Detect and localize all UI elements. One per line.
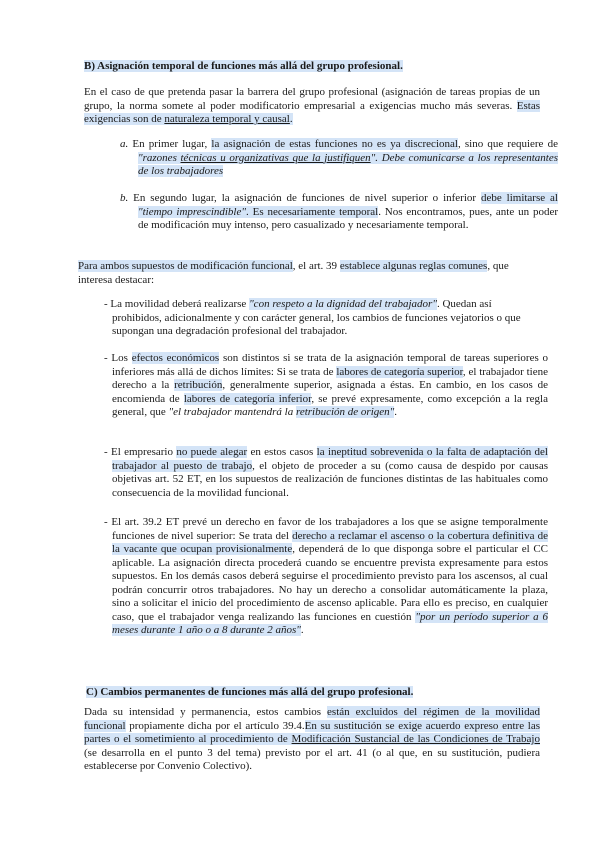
bullet-promotion-right: - El art. 39.2 ET prevé un derecho en favor de los trabajadores a los que se asigne temporalmente funciones de nivel superior: Se trata del derecho a reclamar el ascenso o la cobertura definitiva de la vacante que ocupan provisionalmente, dependerá de lo que disponga sobre el particular el CC aplicable. La asignación directa procederá cuando se encuentre prevista expresamente para estos supuestos. En los demás casos deberá seguirse el procedimiento previsto para los ascensos, al cual podrán concurrir otros trabajadores. No hay un derecho a consolidar automáticamente la plaza, sino a solicitar el inicio del procedimiento de ascenso aplicable. Para ello es preciso, en cualquier caso, que el trabajador venga realizando las funciones en cuestión "por un período superior a 6 meses durante 1 año o a 8 durante 2 años". [104,516,548,636]
section-b-intro: En el caso de que pretenda pasar la barrera del grupo profesional (asignación de tareas propias de un grupo, la norma somete al poder modificatorio empresarial a exigencias mucho más severas. Estas exigencias son de naturaleza temporal y causal. [84,86,540,125]
rules-intro: Para ambos supuestos de modificación funcional, el art. 39 establece algunas reglas comunes, que interesa destacar: [78,260,509,286]
bullet-economic-effects: - Los efectos económicos son distintos si se trata de la asignación temporal de tareas superiores o inferiores más allá de dichos límites: Si se trata de labores de categoría superior, el trabajador tiene derecho a la retribución, generalmente superior, asignada a éstas. En cambio, en los casos de encomienda de labores de categoría inferior, se prevé expresamente, como excepción a la regla general, que "el trabajador mantendrá la retribución de origen". [104,352,549,418]
bullet-no-ineptitude: - El empresario no puede alegar en estos casos la ineptitud sobrevenida o la falta de adaptación del trabajador al puesto de trabajo, el objeto de proceder a su (como causa de despido por causas objetivas art. 52 ET, en los supuestos de realización de funciones distintas de las habituales como consecuencia de la movilidad funcional. [104,446,548,499]
section-c-body: Dada su intensidad y permanencia, estos cambios están excluidos del régimen de la movilidad funcional propiamente dicha por el artículo 39.4.En su sustitución se exige acuerdo expreso entre las partes o el sometimiento al procedimiento de Modificación Sustancial de las Condiciones de Trabajo (se desarrolla en el punto 3 del tema) previsto por el art. 41 (o al que, en su sustitución, pudiera establecerse por Convenio Colectivo). [84,706,541,772]
bullet-dignity: - La movilidad deberá realizarse "con respeto a la dignidad del trabajador". Quedan así prohibidos, adicionalmente y con carácter general, los cambios de funciones vejatorios o que supongan una degradación profesional del trabajador. [104,298,521,337]
list-item-b: b. En segundo lugar, la asignación de funciones de nivel superior o inferior debe limitarse al "tiempo imprescindible". Es necesariamente temporal. Nos encontramos, pues, ante un poder de modificación muy intenso, pero casualizado y necesariamente temporal. [120,192,558,231]
list-item-a: a. En primer lugar, la asignación de estas funciones no es ya discrecional, sino que requiere de "razones técnicas u organizativas que la justifiquen". Debe comunicarse a los representantes de los trabajadores [120,138,559,177]
section-c-heading: C) Cambios permanentes de funciones más allá del grupo profesional. [86,686,414,698]
section-b-heading: B) Asignación temporal de funciones más allá del grupo profesional. [84,60,403,72]
